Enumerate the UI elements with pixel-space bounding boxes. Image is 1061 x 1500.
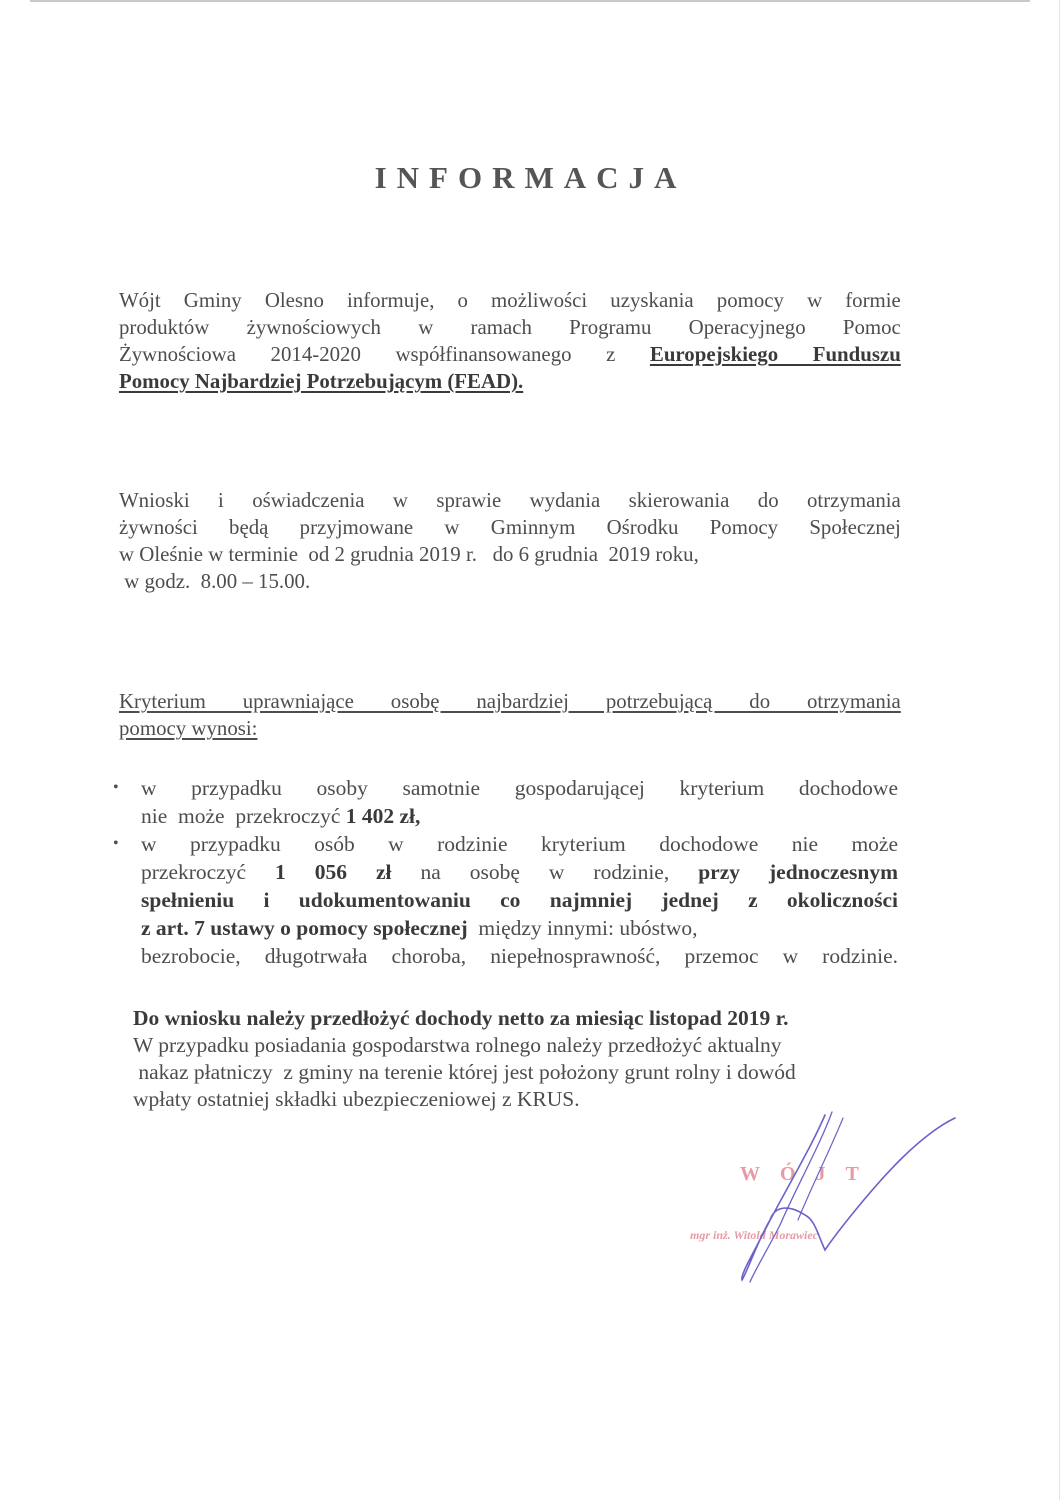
- criteria-item-single-line-2-text: nie może przekroczyć: [141, 804, 346, 828]
- criteria-heading: [119, 688, 901, 742]
- applications-line-4: w godz. 8.00 – 15.00.: [119, 569, 311, 593]
- applications-line-3: w Oleśnie w terminie od 2 grudnia 2019 r. do 6 grudnia 2019 roku,: [119, 542, 699, 566]
- single-income-limit: 1 402 zł,: [345, 804, 421, 828]
- stamp-name: mgr inż. Witold Morawiec: [690, 1228, 819, 1242]
- intro-paragraph: [119, 287, 901, 395]
- fund-name-line-2: Pomocy Najbardziej Potrzebującym (FEAD).: [119, 369, 524, 393]
- criteria-heading-line-1: Kryterium uprawniające osobę najbardziej potrzebującą do otrzymania: [119, 689, 901, 713]
- criteria-item-family-line-4: [141, 914, 898, 942]
- family-income-limit: 1 056 zł: [275, 860, 392, 884]
- signature-stroke: [742, 1115, 955, 1280]
- intro-line-2: produktów żywnościowych w ramach Programu Operacyjnego Pomoc: [119, 315, 901, 339]
- scan-top-edge: [30, 0, 1030, 2]
- signature-stroke-2: [750, 1112, 832, 1282]
- intro-line-3: [119, 341, 901, 368]
- criteria-item-family-line-5: bezrobocie, długotrwała choroba, niepełnosprawność, przemoc w rodzinie.: [141, 944, 898, 968]
- criteria-item-single: [113, 774, 898, 830]
- document-title: INFORMACJA: [374, 160, 687, 195]
- criteria-item-family-line-4-rest: między innymi: ubóstwo,: [467, 916, 698, 940]
- criteria-heading-line-2: pomocy wynosi:: [119, 716, 258, 740]
- criteria-item-family: [113, 830, 898, 970]
- criteria-item-single-line-1: w przypadku osoby samotnie gospodarującej kryterium dochodowe: [141, 776, 898, 800]
- applications-paragraph: [119, 487, 901, 595]
- criteria-item-family-line-2-pre: przekroczyć: [141, 860, 276, 884]
- stamp-title: WÓJT: [740, 1163, 879, 1185]
- criteria-item-family-line-2: [141, 858, 898, 886]
- intro-line-1: Wójt Gminy Olesno informuje, o możliwości uzyskania pomocy w formie: [119, 288, 901, 312]
- income-note: [133, 1005, 905, 1113]
- bullet-icon: •: [113, 779, 119, 796]
- fund-name-line-1: Europejskiego Funduszu: [649, 342, 901, 366]
- criteria-item-family-line-2-bold: przy jednoczesnym: [698, 860, 898, 884]
- criteria-item-family-line-3: spełnieniu i udokumentowaniu co najmniej jednej z okoliczności: [141, 888, 898, 912]
- income-note-line-3: wpłaty ostatniej składki ubezpieczeniowej z KRUS.: [133, 1087, 580, 1111]
- applications-line-2: żywności będą przyjmowane w Gminnym Ośrodku Pomocy Społecznej: [119, 515, 901, 539]
- bullet-icon: •: [113, 835, 119, 852]
- signature-stroke-3: [798, 1118, 843, 1220]
- criteria-item-single-line-2: [141, 802, 898, 830]
- handwritten-signature: [670, 1110, 970, 1290]
- criteria-heading-line-2-wrap: [119, 715, 901, 742]
- criteria-list: [113, 774, 898, 970]
- criteria-item-family-line-1: w przypadku osób w rodzinie kryterium dochodowe nie może: [141, 832, 898, 856]
- income-note-line-1: W przypadku posiadania gospodarstwa rolnego należy przedłożyć aktualny: [133, 1033, 782, 1057]
- criteria-item-family-line-2-mid: na osobę w rodzinie,: [391, 860, 699, 884]
- law-reference: z art. 7 ustawy o pomocy społecznej: [141, 916, 468, 940]
- income-note-line-2: nakaz płatniczy z gminy na terenie której jest położony grunt rolny i dowód: [133, 1060, 796, 1084]
- intro-line-3-text: Żywnościowa 2014-2020 współfinansowanego z: [119, 342, 616, 366]
- intro-line-4: [119, 368, 901, 395]
- income-note-bold-line: Do wniosku należy przedłożyć dochody netto za miesiąc listopad 2019 r.: [133, 1006, 789, 1030]
- applications-line-1: Wnioski i oświadczenia w sprawie wydania skierowania do otrzymania: [119, 488, 901, 512]
- scan-right-edge: [1059, 0, 1060, 1500]
